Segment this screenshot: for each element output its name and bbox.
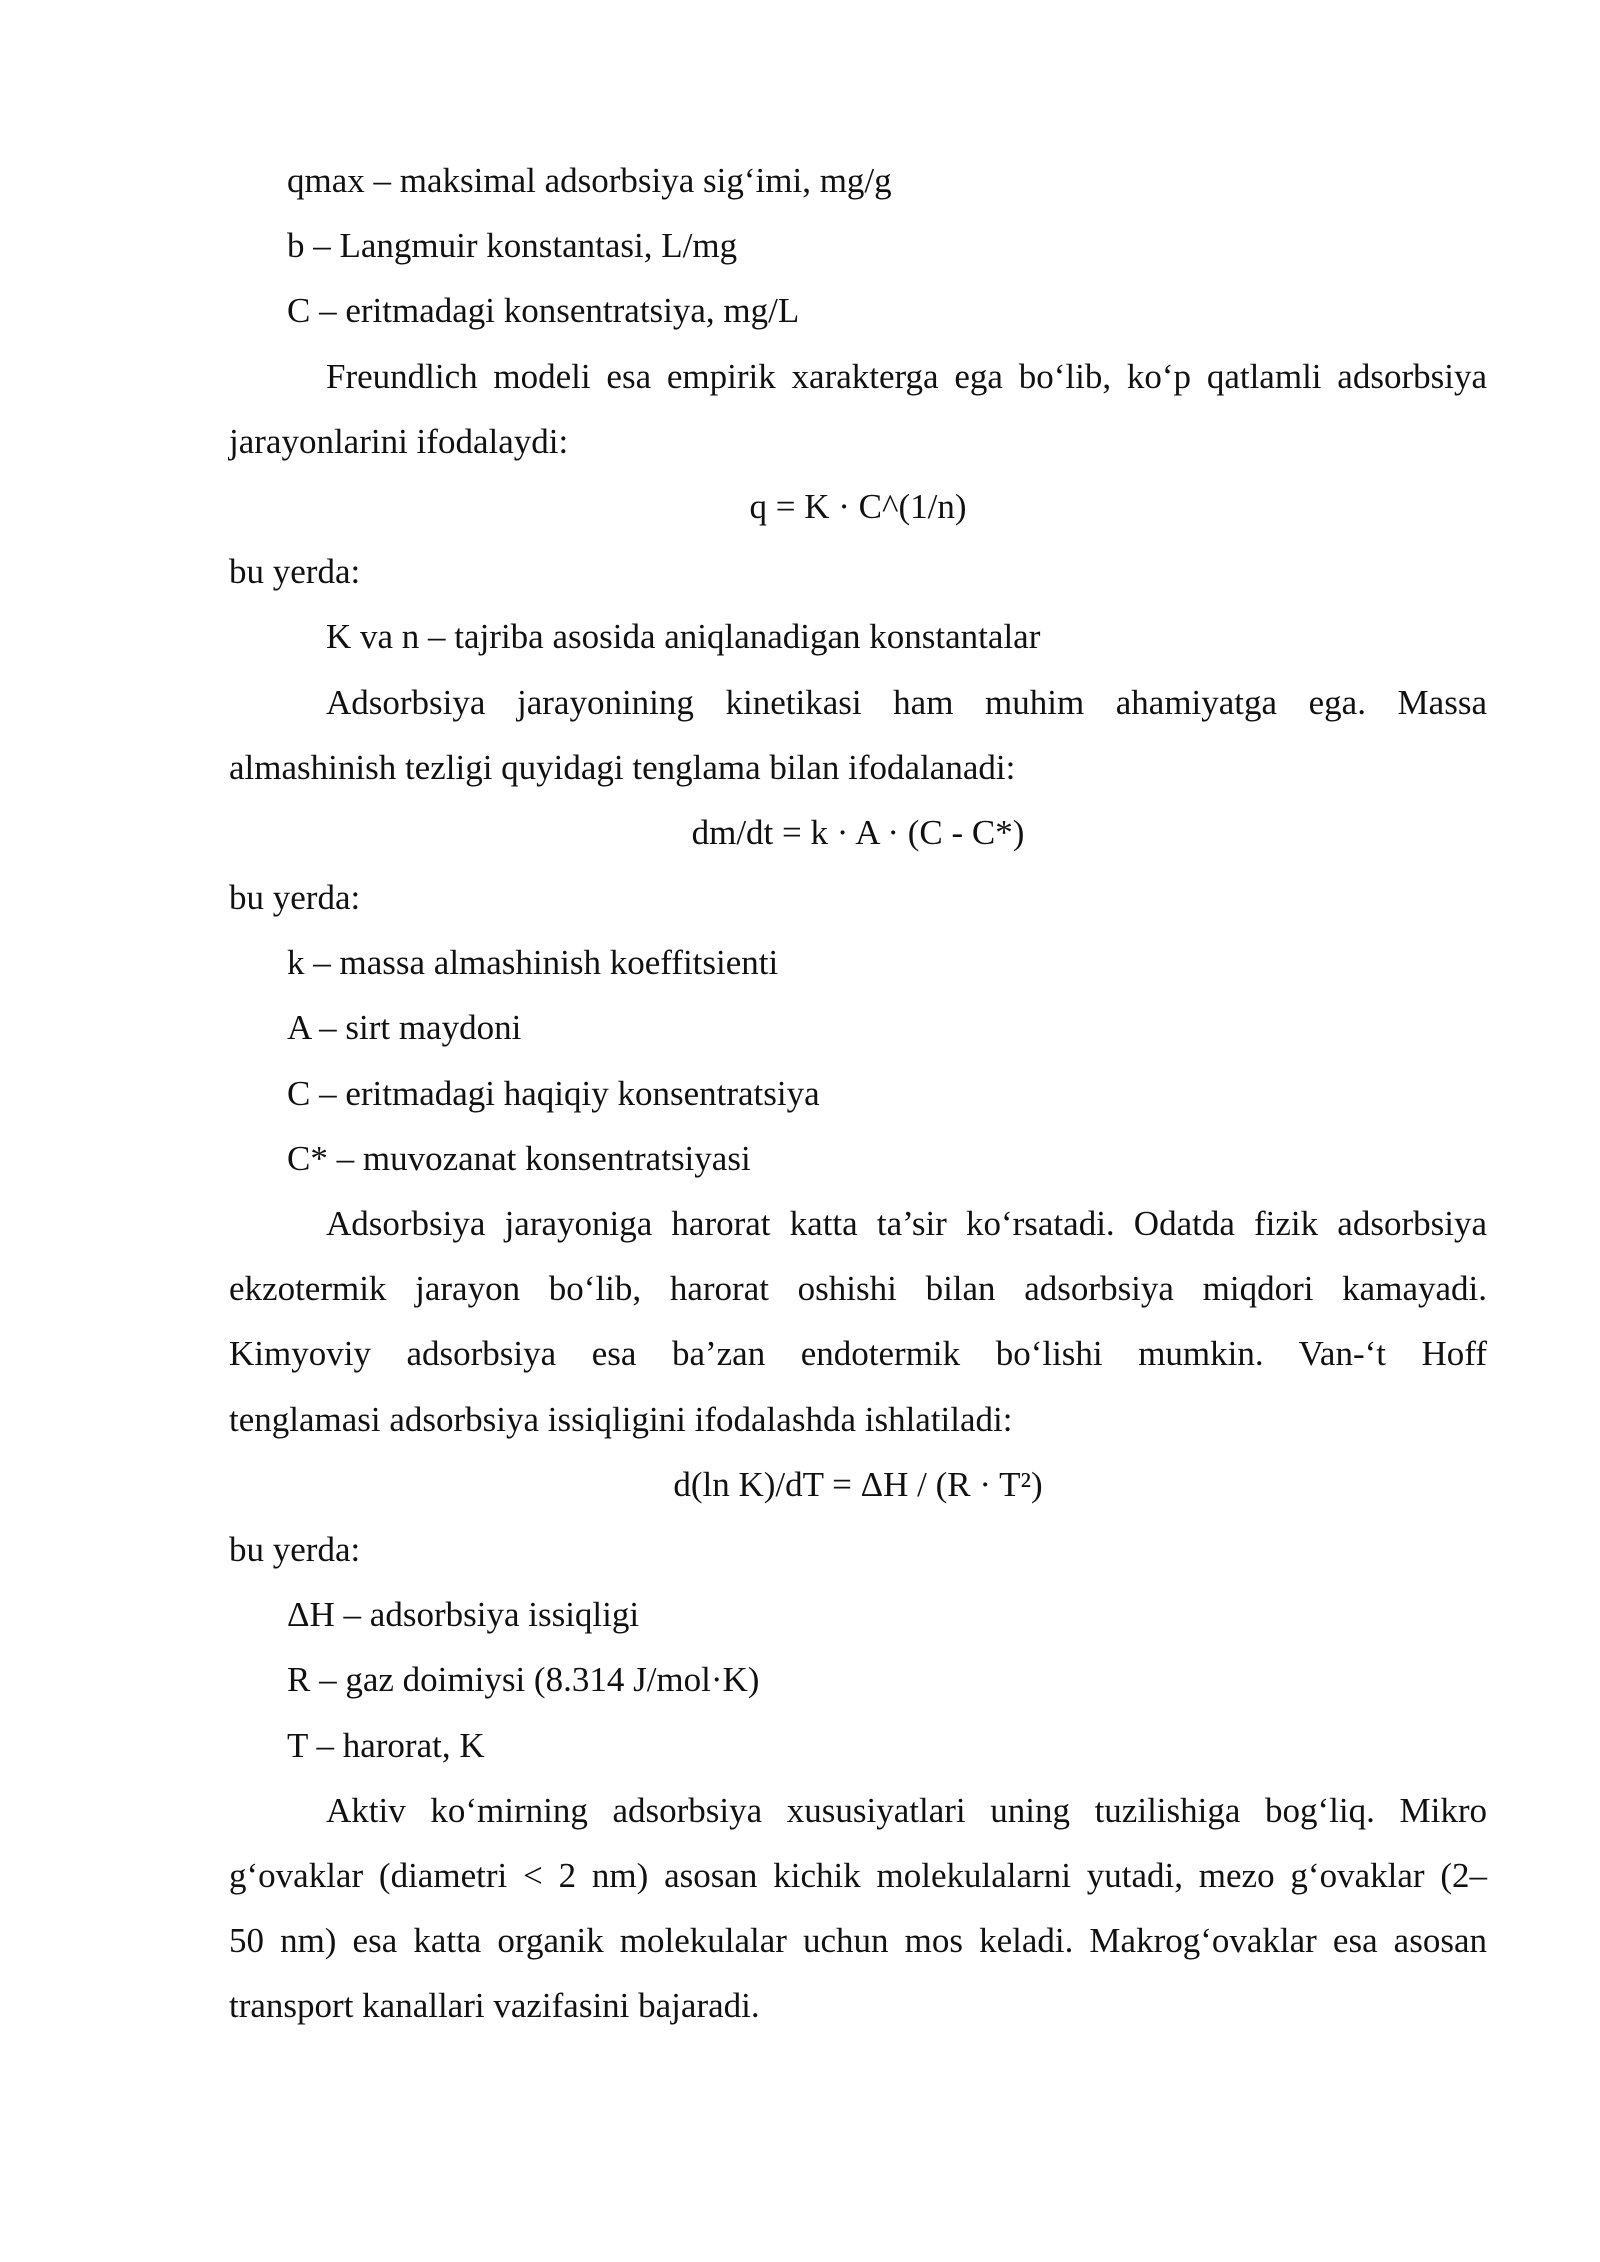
- paragraph-temperature-line-4: tenglamasi adsorbsiya issiqligini ifodalashda ishlatiladi:: [229, 1399, 1013, 1439]
- definition-a: A – sirt maydoni: [287, 1008, 522, 1048]
- equation-mass-transfer: dm/dt = k · A · (C - C*): [691, 812, 1025, 852]
- definition-t: T – harorat, K: [287, 1725, 485, 1765]
- paragraph-temperature-line-3: Kimyoviy adsorbsiya esa ba’zan endotermik bo‘lishi mumkin. Van-‘t Hoff: [229, 1334, 1487, 1374]
- paragraph-temperature-line-2: ekzotermik jarayon bo‘lib, harorat oshishi bilan adsorbsiya miqdori kamayadi.: [229, 1269, 1487, 1309]
- paragraph-kinetics-line-2: almashinish tezligi quyidagi tenglama bilan ifodalanadi:: [229, 747, 1016, 787]
- definition-c-star: C* – muvozanat konsentratsiyasi: [287, 1138, 751, 1178]
- definition-r: R – gaz doimiysi (8.314 J/mol·K): [287, 1660, 760, 1700]
- definition-k: k – massa almashinish koeffitsienti: [287, 943, 779, 983]
- equation-vant-hoff: d(ln K)/dT = ΔH / (R · T²): [673, 1464, 1043, 1504]
- paragraph-kinetics-line-1: Adsorbsiya jarayonining kinetikasi ham muhim ahamiyatga ega. Massa: [326, 682, 1487, 722]
- paragraph-pores-line-1: Aktiv ko‘mirning adsorbsiya xususiyatlari uning tuzilishiga bog‘liq. Mikro: [326, 1790, 1487, 1830]
- paragraph-freundlich-line-2: jarayonlarini ifodalaydi:: [229, 421, 569, 461]
- paragraph-pores-line-2: g‘ovaklar (diametri < 2 nm) asosan kichik molekulalarni yutadi, mezo g‘ovaklar (2–: [229, 1855, 1487, 1895]
- paragraph-temperature-line-1: Adsorbsiya jarayoniga harorat katta ta’sir ko‘rsatadi. Odatda fizik adsorbsiya: [326, 1204, 1487, 1243]
- definition-k-n: K va n – tajriba asosida aniqlanadigan konstantalar: [326, 617, 1041, 657]
- document-body: [229, 148, 1487, 2038]
- where-label-2: bu yerda:: [229, 878, 361, 918]
- paragraph-pores-line-3: 50 nm) esa katta organik molekulalar uchun mos keladi. Makrog‘ovaklar esa asosan: [229, 1921, 1487, 1961]
- equation-freundlich: q = K · C^(1/n): [749, 486, 967, 526]
- definition-qmax: qmax – maksimal adsorbsiya sig‘imi, mg/g: [287, 161, 892, 200]
- where-label-1: bu yerda:: [229, 552, 361, 592]
- paragraph-pores-line-4: transport kanallari vazifasini bajaradi.: [229, 1986, 760, 2026]
- where-label-3: bu yerda:: [229, 1529, 361, 1569]
- paragraph-freundlich-line-1: Freundlich modeli esa empirik xarakterga ega bo‘lib, ko‘p qatlamli adsorbsiya: [326, 356, 1487, 396]
- definition-delta-h: ΔH – adsorbsiya issiqligi: [287, 1595, 640, 1635]
- definition-c-actual: C – eritmadagi haqiqiy konsentratsiya: [287, 1073, 820, 1113]
- definition-b: b – Langmuir konstantasi, L/mg: [287, 226, 738, 266]
- definition-c: C – eritmadagi konsentratsiya, mg/L: [287, 291, 800, 331]
